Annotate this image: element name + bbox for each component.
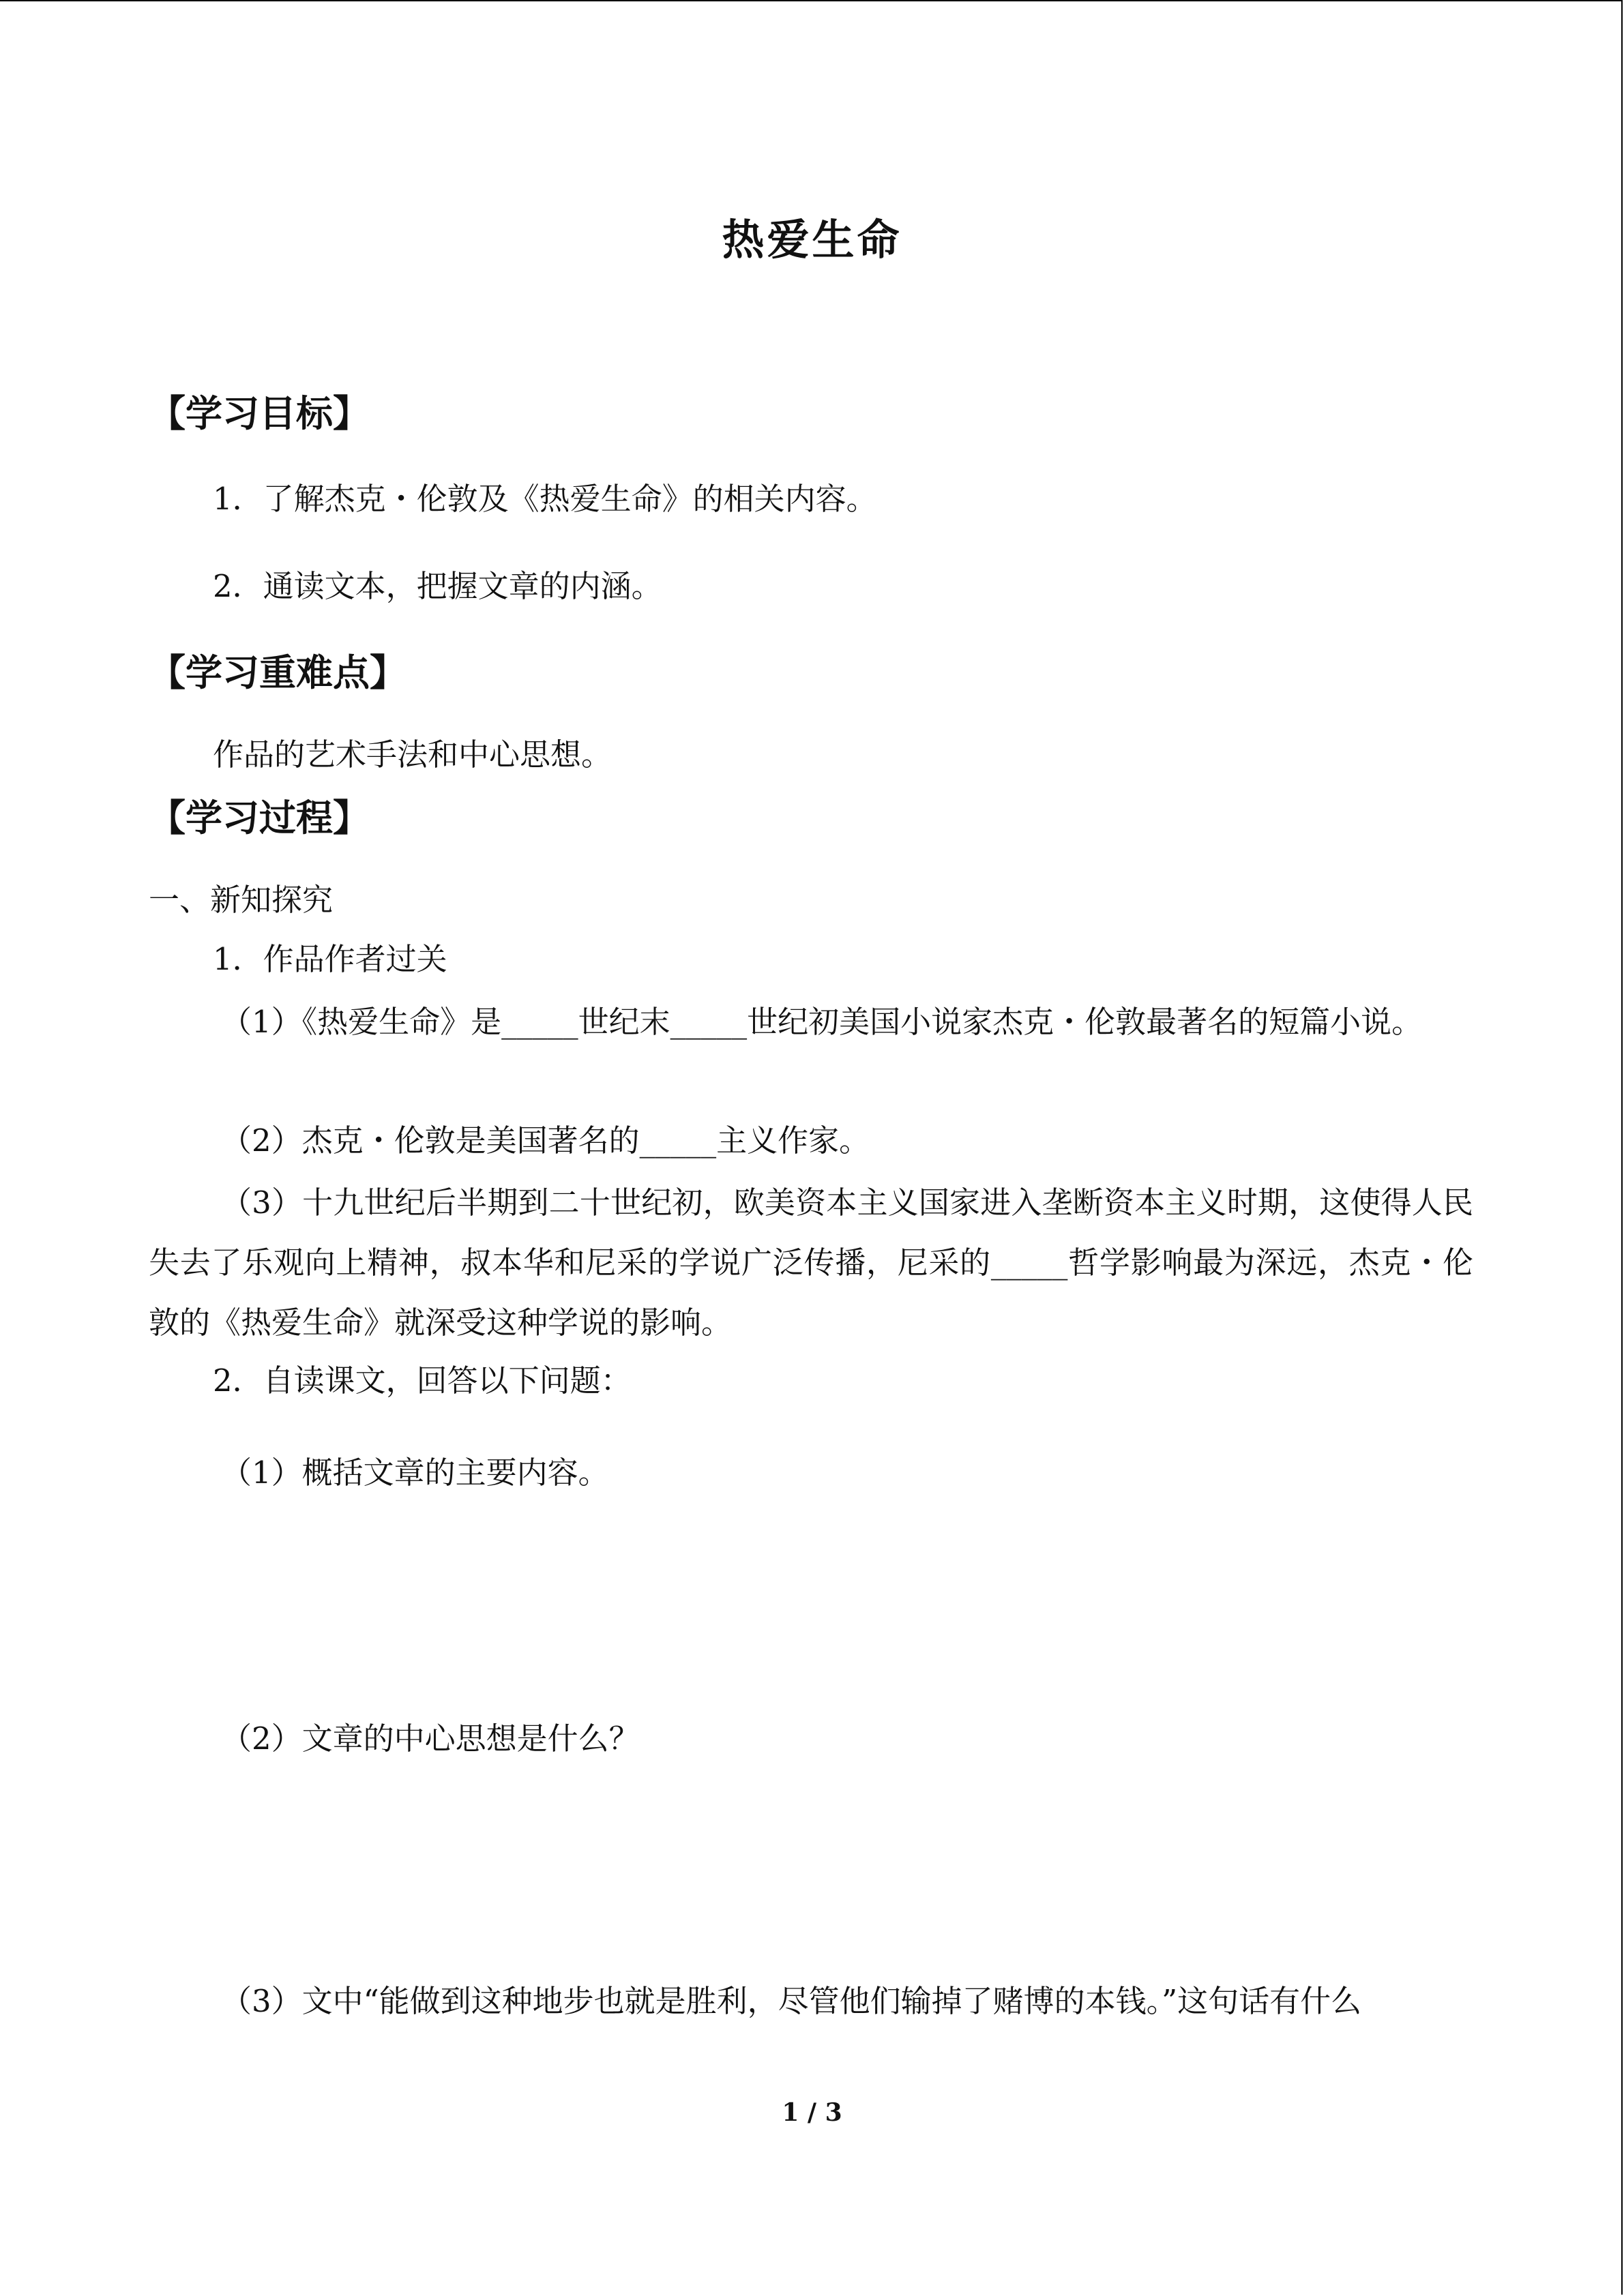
goal-item-1: 1．了解杰克・伦敦及《热爱生命》的相关内容。 [213, 481, 877, 517]
part-one-heading: 一、新知探究 [149, 882, 334, 918]
section-heading-key-points: 【学习重难点】 [149, 651, 407, 694]
document-title: 热爱生命 [722, 215, 902, 265]
question-2-2: （2）文章的中心思想是什么？ [221, 1720, 640, 1757]
question-1-2: （2）杰克・伦敦是美国著名的_____主义作家。 [221, 1122, 870, 1159]
question-1-1: （1）《热爱生命》是_____世纪末_____世纪初美国小说家杰克・伦敦最著名的短篇小说。 [221, 1004, 1423, 1040]
question-1-title: 1．作品作者过关 [213, 941, 447, 977]
section-heading-goals: 【学习目标】 [149, 392, 370, 435]
question-2-1: （1）概括文章的主要内容。 [221, 1455, 609, 1491]
goal-item-2: 2．通读文本，把握文章的内涵。 [213, 568, 662, 604]
page-number: 1 / 3 [782, 2098, 842, 2127]
question-2-title: 2．自读课文，回答以下问题： [213, 1362, 632, 1399]
question-2-3: （3）文中“能做到这种地步也就是胜利，尽管他们输掉了赌博的本钱。”这句话有什么 [221, 1983, 1362, 2019]
section-heading-process: 【学习过程】 [149, 796, 370, 839]
key-points-text: 作品的艺术手法和中心思想。 [213, 736, 612, 773]
question-1-3: （3）十九世纪后半期到二十世纪初，欧美资本主义国家进入垄断资本主义时期，这使得人民失去了乐观向上精神，叔本华和尼采的学说广泛传播，尼采的_____哲学影响最为深远，杰克・伦敦的《热爱生命》就深受这种学说的影响。 [149, 1184, 1473, 1341]
